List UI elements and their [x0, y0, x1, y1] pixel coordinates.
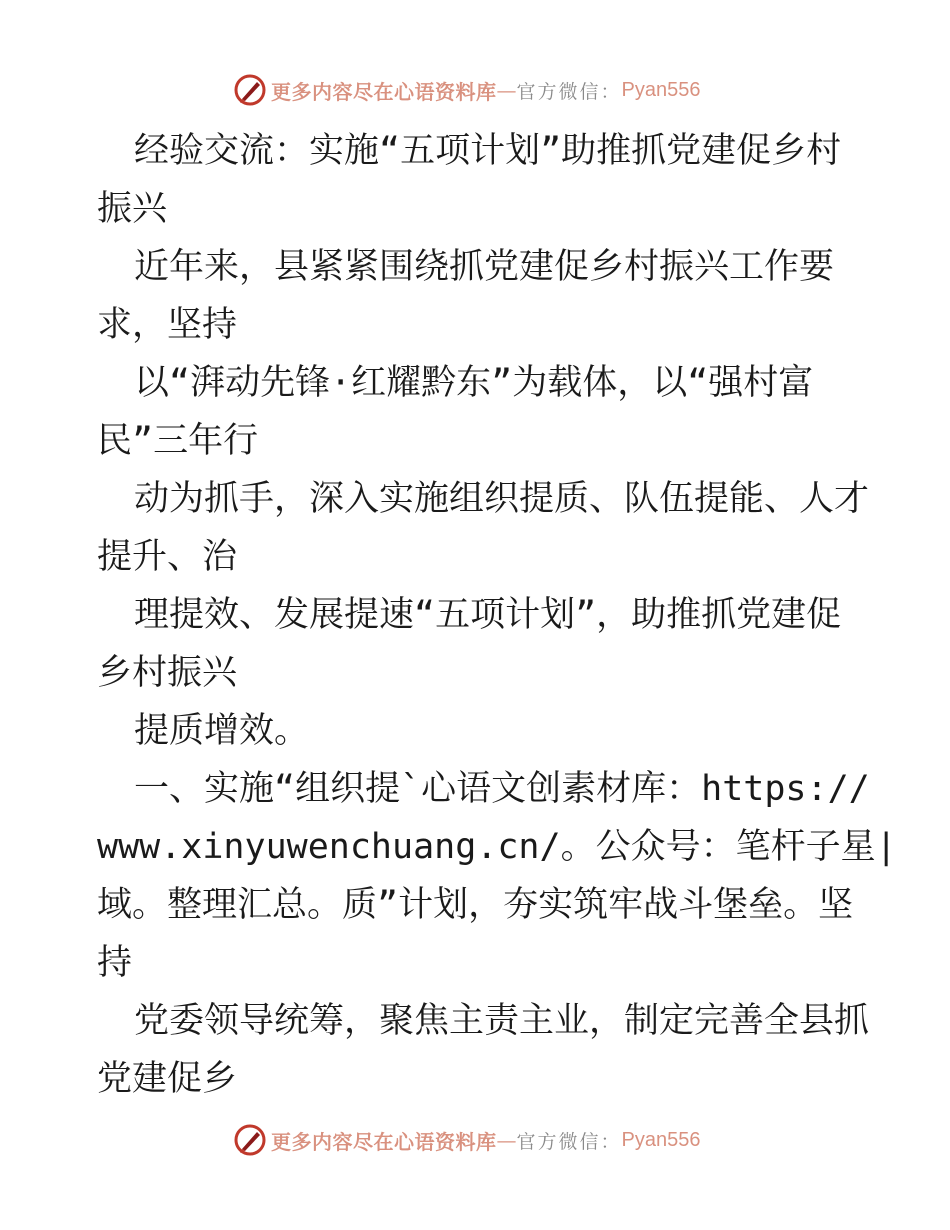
paragraph-line: 求，坚持	[97, 305, 238, 345]
paragraph-line: 民”三年行	[97, 421, 259, 461]
paragraph-line: 一、实施“组织提`心语文创素材库：https://	[134, 769, 870, 809]
banner-wechat-label: 官方微信：	[516, 1130, 622, 1153]
paragraph-line: 党建促乡	[97, 1059, 238, 1099]
banner-wechat-id: Pyan556	[621, 78, 701, 101]
banner-main-text: 更多内容尽在心语资料库	[271, 1129, 497, 1154]
banner-wechat-label: 官方微信：	[516, 80, 622, 103]
paragraph-line: 持	[97, 943, 133, 983]
banner-main-text: 更多内容尽在心语资料库	[271, 79, 497, 104]
paragraph-line: 动为抓手，深入实施组织提质、队伍提能、人才	[134, 479, 870, 519]
title-line-cont: 振兴	[97, 189, 168, 229]
document-body	[97, 122, 897, 1108]
paragraph-line: 乡村振兴	[97, 653, 238, 693]
paragraph-line: 域。整理汇总。质”计划，夯实筑牢战斗堡垒。坚	[97, 885, 854, 925]
title-line: 经验交流：实施“五项计划”助推抓党建促乡村	[134, 131, 842, 171]
banner-dash: —	[496, 1128, 517, 1152]
paragraph-line: 提质增效。	[134, 711, 310, 751]
paragraph-line: www.xinyuwenchuang.cn/。公众号：笔杆子星|	[97, 827, 897, 867]
paragraph-line: 提升、治	[97, 537, 238, 577]
pen-logo-icon	[233, 1123, 267, 1157]
paragraph-line: 党委领导统筹，聚焦主责主业，制定完善全县抓	[134, 1001, 870, 1041]
banner-dash: —	[496, 78, 517, 102]
paragraph-line: 以“湃动先锋·红耀黔东”为载体，以“强村富	[134, 363, 814, 403]
footer-watermark-banner	[233, 1120, 700, 1160]
paragraph-line: 理提效、发展提速“五项计划”，助推抓党建促	[134, 595, 842, 635]
header-watermark-banner	[233, 70, 700, 110]
banner-wechat-id: Pyan556	[621, 1128, 701, 1151]
paragraph-line: 近年来，县紧紧围绕抓党建促乡村振兴工作要	[134, 247, 835, 287]
pen-logo-icon	[233, 73, 267, 107]
